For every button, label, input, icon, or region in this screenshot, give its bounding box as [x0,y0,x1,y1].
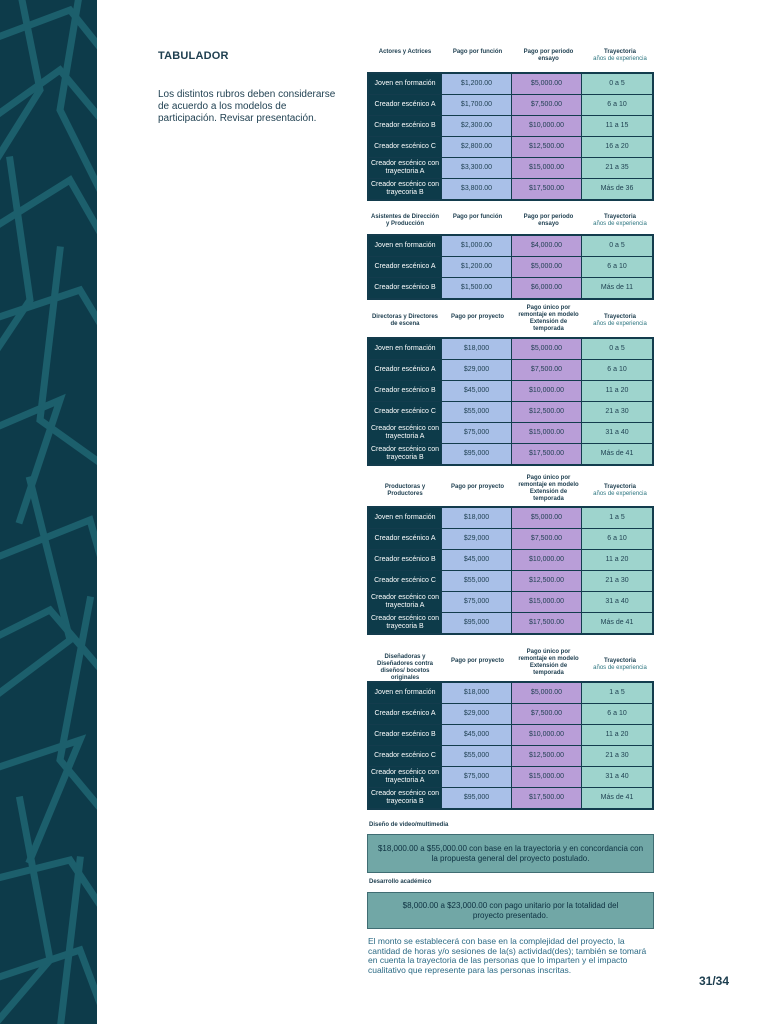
period-amount: $6,000.00 [512,278,582,300]
rate-table-5 [367,681,654,810]
table-row [368,137,653,158]
table-1-header-3 [514,49,583,63]
header-label: Pago por periodo ensayo [523,214,574,227]
table-3-header-4 [585,314,655,328]
pay-amount: $1,700.00 [442,95,512,116]
header-label: Pago por periodo ensayo [523,49,574,62]
rate-table-4 [367,506,654,635]
row-label: Creador escénico con trayecoria B [368,444,442,466]
years-range: Más de 41 [582,444,654,466]
years-range: 1 a 5 [582,507,654,529]
header-label: Pago por función [452,214,503,220]
table-row [368,613,653,635]
period-amount: $7,500.00 [512,360,582,381]
row-label: Joven en formación [368,235,442,257]
pay-amount: $75,000 [442,767,512,788]
row-label: Creador escénico B [368,116,442,137]
period-amount: $7,500.00 [512,529,582,550]
header-label: Pago por función [452,49,503,55]
header-sublabel: años de experiencia [593,56,647,62]
years-range: 21 a 30 [582,402,654,423]
years-range: 6 a 10 [582,257,654,278]
pay-amount: $1,200.00 [442,257,512,278]
period-amount: $15,000.00 [512,423,582,444]
years-range: 11 a 20 [582,550,654,571]
row-label: Creador escénico B [368,550,442,571]
table-2-header-3 [514,214,583,228]
table-row [368,423,653,444]
row-label: Creador escénico A [368,257,442,278]
period-amount: $15,000.00 [512,158,582,179]
row-label: Creador escénico B [368,725,442,746]
years-range: 6 a 10 [582,704,654,725]
header-label: Trayectoria [603,49,637,55]
row-label: Creador escénico A [368,704,442,725]
video-fee-text: $18,000.00 a $55,000.00 con base en la trayectoria y en concordancia con la propuesta general del proyecto postulado. [377,843,644,863]
decorative-sidebar [0,0,97,1024]
table-2-header-2 [443,214,512,221]
table-row [368,381,653,402]
table-row [368,95,653,116]
row-label: Creador escénico A [368,95,442,116]
table-row [368,444,653,466]
header-label: Pago único por remontaje en modelo Extensión de temporada [518,475,579,502]
header-label: Actores y Actrices [378,49,432,55]
period-amount: $10,000.00 [512,116,582,137]
table-row [368,746,653,767]
table-5-header-4 [585,658,655,672]
row-label: Creador escénico A [368,360,442,381]
table-5-header-3 [514,649,583,677]
rate-table-1 [367,72,654,201]
table-row [368,73,653,95]
table-row [368,704,653,725]
pay-amount: $29,000 [442,529,512,550]
table-row [368,571,653,592]
pay-amount: $1,500.00 [442,278,512,300]
period-amount: $4,000.00 [512,235,582,257]
academic-fee-text: $8,000.00 a $23,000.00 con pago unitario por la totalidad del proyecto presentado. [402,900,619,920]
pay-amount: $29,000 [442,360,512,381]
header-label: Productoras y Productores [384,484,426,497]
pay-amount: $95,000 [442,613,512,635]
table-row [368,278,653,300]
table-4-header-2 [443,484,512,491]
period-amount: $15,000.00 [512,767,582,788]
pay-amount: $18,000 [442,338,512,360]
header-label: Directoras y Directores de escena [371,314,439,327]
row-label: Creador escénico con trayectoria A [368,158,442,179]
years-range: 21 a 30 [582,746,654,767]
footnote-text: El monto se establecerá con base en la complejidad del proyecto, la cantidad de horas y/o sesiones de la(s) actividad(des); también se tomará en cuenta la trayectoria de las personas que lo imparten y el impacto cualitativo que represente para las personas inscritas. [368,936,647,975]
years-range: Más de 41 [582,788,654,810]
table-row [368,402,653,423]
row-label: Creador escénico A [368,529,442,550]
row-label: Creador escénico con trayectoria A [368,767,442,788]
header-label: Trayectoria [603,484,637,490]
header-sublabel: años de experiencia [593,221,647,227]
pay-amount: $29,000 [442,704,512,725]
header-label: Diseñadoras y Diseñadores contra diseños/ bocetos originales [376,654,434,681]
years-range: 31 a 40 [582,592,654,613]
video-fee-box [367,834,654,873]
header-label: Pago por proyecto [450,314,504,320]
table-row [368,550,653,571]
table-1-header-2 [443,49,512,56]
table-row [368,767,653,788]
period-amount: $17,500.00 [512,788,582,810]
period-amount: $15,000.00 [512,592,582,613]
table-row [368,360,653,381]
period-amount: $5,000.00 [512,257,582,278]
header-label: Trayectoria [603,658,637,664]
row-label: Creador escénico C [368,571,442,592]
years-range: 0 a 5 [582,338,654,360]
row-label: Creador escénico B [368,381,442,402]
page-title: TABULADOR [158,50,229,62]
academic-section-title: Desarrollo académico [369,879,432,885]
table-row [368,529,653,550]
years-range: 0 a 5 [582,73,654,95]
pay-amount: $3,300.00 [442,158,512,179]
pay-amount: $95,000 [442,444,512,466]
header-label: Pago por proyecto [450,658,504,664]
header-sublabel: años de experiencia [593,491,647,497]
period-amount: $12,500.00 [512,746,582,767]
rate-table-2 [367,234,654,300]
table-row [368,338,653,360]
pay-amount: $2,300.00 [442,116,512,137]
table-5-header-1 [369,654,441,682]
pay-amount: $75,000 [442,423,512,444]
period-amount: $10,000.00 [512,725,582,746]
header-label: Pago único por remontaje en modelo Extensión de temporada [518,649,579,676]
period-amount: $12,500.00 [512,571,582,592]
pay-amount: $95,000 [442,788,512,810]
pay-amount: $55,000 [442,571,512,592]
row-label: Creador escénico con trayecoria B [368,613,442,635]
table-row [368,592,653,613]
table-3-header-1 [369,314,441,328]
years-range: 6 a 10 [582,360,654,381]
table-row [368,235,653,257]
header-label: Trayectoria [603,214,637,220]
years-range: 31 a 40 [582,767,654,788]
period-amount: $17,500.00 [512,613,582,635]
row-label: Creador escénico C [368,746,442,767]
header-sublabel: años de experiencia [593,665,647,671]
pay-amount: $45,000 [442,381,512,402]
years-range: Más de 11 [582,278,654,300]
table-4-header-1 [369,484,441,498]
period-amount: $5,000.00 [512,73,582,95]
years-range: 1 a 5 [582,682,654,704]
row-label: Creador escénico con trayecoria B [368,788,442,810]
period-amount: $7,500.00 [512,704,582,725]
pay-amount: $1,000.00 [442,235,512,257]
table-row [368,507,653,529]
pay-amount: $18,000 [442,682,512,704]
table-row [368,179,653,201]
pay-amount: $45,000 [442,725,512,746]
table-row [368,725,653,746]
table-3-header-2 [443,314,512,321]
table-row [368,158,653,179]
period-amount: $7,500.00 [512,95,582,116]
years-range: 11 a 15 [582,116,654,137]
row-label: Joven en formación [368,73,442,95]
years-range: 6 a 10 [582,95,654,116]
pay-amount: $55,000 [442,402,512,423]
pay-amount: $55,000 [442,746,512,767]
header-sublabel: años de experiencia [593,321,647,327]
years-range: 21 a 30 [582,571,654,592]
pay-amount: $45,000 [442,550,512,571]
pay-amount: $75,000 [442,592,512,613]
intro-text: Los distintos rubros deben considerarse de acuerdo a los modelos de participación. Revisar presentación. [158,89,336,124]
header-label: Pago único por remontaje en modelo Extensión de temporada [518,305,579,332]
table-row [368,788,653,810]
period-amount: $17,500.00 [512,444,582,466]
table-2-header-4 [585,214,655,228]
row-label: Joven en formación [368,338,442,360]
row-label: Creador escénico con trayectoria A [368,592,442,613]
header-label: Asistentes de Dirección y Producción [370,214,440,227]
table-5-header-2 [443,658,512,665]
row-label: Creador escénico con trayectoria A [368,423,442,444]
years-range: 16 a 20 [582,137,654,158]
table-4-header-4 [585,484,655,498]
years-range: 21 a 35 [582,158,654,179]
period-amount: $5,000.00 [512,507,582,529]
period-amount: $10,000.00 [512,381,582,402]
table-1-header-4 [585,49,655,63]
video-section-title: Diseño de video/multimedia [369,822,449,828]
table-4-header-3 [514,475,583,503]
period-amount: $5,000.00 [512,338,582,360]
period-amount: $17,500.00 [512,179,582,201]
geometric-pattern-icon [0,0,97,1024]
years-range: 11 a 20 [582,725,654,746]
table-3-header-3 [514,305,583,333]
period-amount: $10,000.00 [512,550,582,571]
row-label: Creador escénico C [368,137,442,158]
table-2-header-1 [369,214,441,228]
table-1-header-1 [369,49,441,56]
period-amount: $5,000.00 [512,682,582,704]
header-label: Pago por proyecto [450,484,504,490]
years-range: 6 a 10 [582,529,654,550]
period-amount: $12,500.00 [512,137,582,158]
years-range: 11 a 20 [582,381,654,402]
period-amount: $12,500.00 [512,402,582,423]
rate-table-3 [367,337,654,466]
row-label: Creador escénico C [368,402,442,423]
row-label: Creador escénico con trayecoria B [368,179,442,201]
table-row [368,257,653,278]
row-label: Creador escénico B [368,278,442,300]
academic-fee-box [367,892,654,929]
row-label: Joven en formación [368,682,442,704]
header-label: Trayectoria [603,314,637,320]
pay-amount: $1,200.00 [442,73,512,95]
pay-amount: $2,800.00 [442,137,512,158]
table-row [368,682,653,704]
years-range: Más de 36 [582,179,654,201]
pay-amount: $18,000 [442,507,512,529]
years-range: 0 a 5 [582,235,654,257]
page-number: 31/34 [699,974,730,988]
years-range: Más de 41 [582,613,654,635]
pay-amount: $3,800.00 [442,179,512,201]
table-row [368,116,653,137]
years-range: 31 a 40 [582,423,654,444]
row-label: Joven en formación [368,507,442,529]
